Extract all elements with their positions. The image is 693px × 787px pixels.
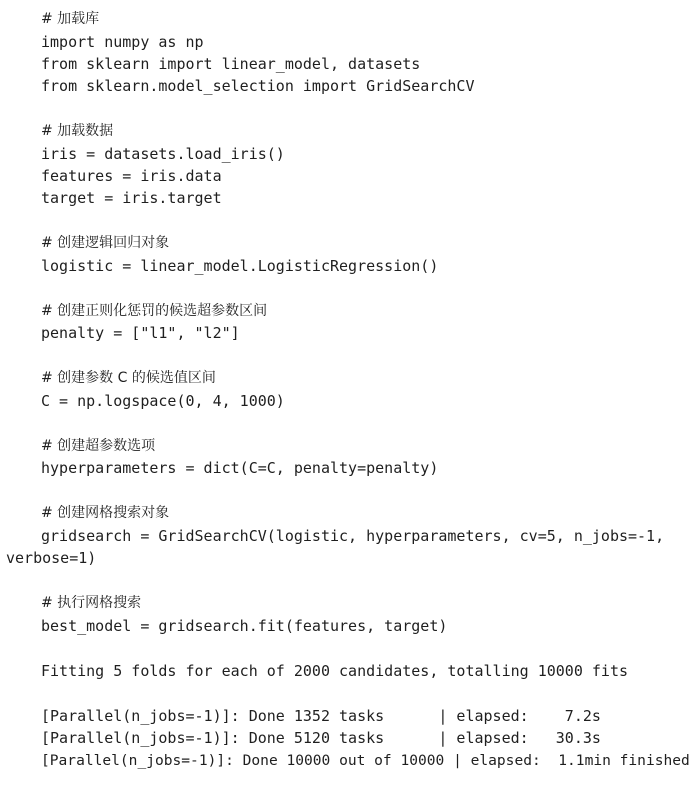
code-line-import-gridsearchcv: from sklearn.model_selection import GridSearchCV: [41, 77, 475, 95]
code-line-logistic: logistic = linear_model.LogisticRegression(): [41, 257, 439, 275]
code-line-penalty: penalty = ["l1", "l2"]: [41, 324, 240, 342]
code-line-import-sklearn: from sklearn import linear_model, datasets: [41, 55, 421, 73]
code-line-hyperparameters: hyperparameters = dict(C=C, penalty=penalty): [41, 459, 439, 477]
output-line-fitting: Fitting 5 folds for each of 2000 candidates, totalling 10000 fits: [41, 662, 628, 680]
code-line-target: target = iris.target: [41, 189, 222, 207]
comment-c-range: # 创建参数 C 的候选值区间: [41, 370, 216, 386]
comment-penalty-range: # 创建正则化惩罚的候选超参数区间: [41, 303, 268, 319]
comment-run-gridsearch: # 执行网格搜索: [41, 595, 142, 611]
code-line-features: features = iris.data: [41, 167, 222, 185]
comment-create-gridsearch: # 创建网格搜索对象: [41, 505, 170, 521]
output-line-parallel-1: [Parallel(n_jobs=-1)]: Done 1352 tasks | elapsed: 7.2s: [41, 707, 601, 725]
code-line-c: C = np.logspace(0, 4, 1000): [41, 392, 285, 410]
comment-hyperparameters: # 创建超参数选项: [41, 438, 156, 454]
comment-load-data: # 加载数据: [41, 123, 114, 139]
comment-load-libraries: # 加载库: [41, 11, 100, 27]
code-line-iris: iris = datasets.load_iris(): [41, 145, 285, 163]
output-line-parallel-2: [Parallel(n_jobs=-1)]: Done 5120 tasks | elapsed: 30.3s: [41, 729, 601, 747]
output-line-parallel-3: [Parallel(n_jobs=-1)]: Done 10000 out of 10000 | elapsed: 1.1min finished: [41, 752, 690, 769]
comment-create-logistic: # 创建逻辑回归对象: [41, 235, 170, 251]
code-line-best-model: best_model = gridsearch.fit(features, target): [41, 617, 448, 635]
code-line-gridsearch: gridsearch = GridSearchCV(logistic, hyperparameters, cv=5, n_jobs=-1,: [41, 527, 665, 545]
code-line-import-numpy: import numpy as np: [41, 33, 204, 51]
code-line-gridsearch-continued: verbose=1): [6, 549, 97, 567]
